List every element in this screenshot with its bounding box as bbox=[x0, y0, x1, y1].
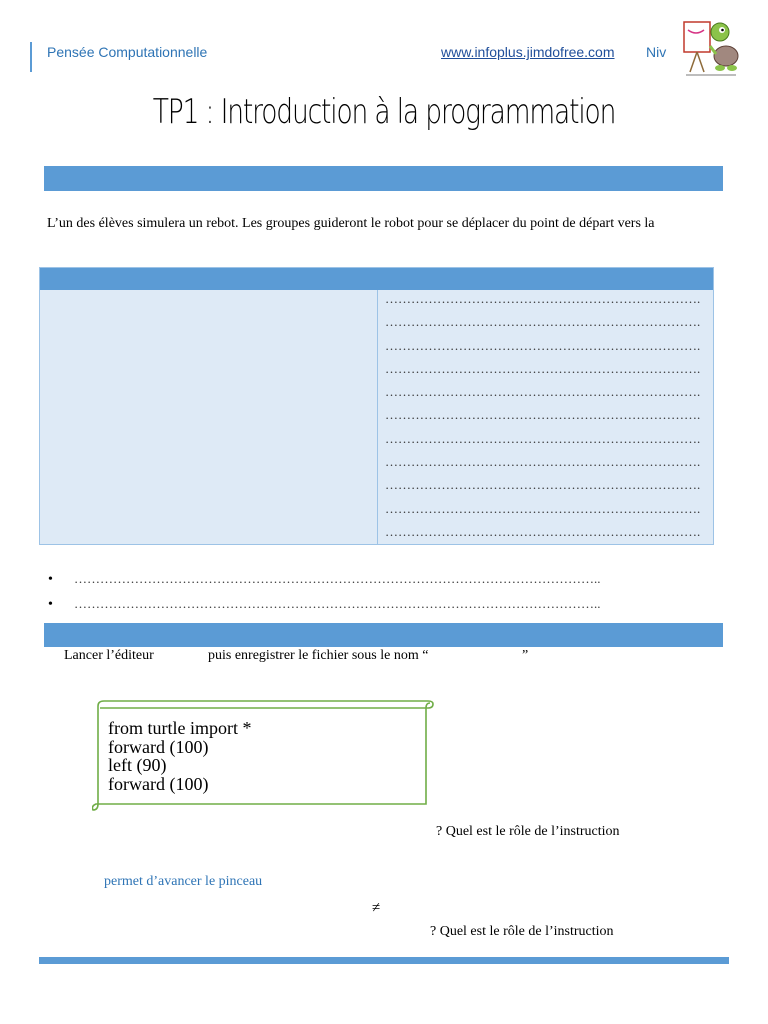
turtle-painter-logo-icon bbox=[676, 14, 746, 78]
not-equal-symbol: ≠ bbox=[372, 900, 381, 916]
question-1: ? Quel est le rôle de l’instruction bbox=[436, 824, 620, 839]
launch-instruction-middle: puis enregistrer le fichier sous le nom “ bbox=[208, 648, 429, 663]
answer-dotted-lines bbox=[385, 292, 705, 548]
code-line: forward (100) bbox=[108, 773, 209, 794]
dotted-line[interactable]: ………………………………………………………………. bbox=[385, 292, 701, 306]
list-item bbox=[48, 571, 601, 596]
header-level: Niv bbox=[646, 44, 667, 60]
question-2: ? Quel est le rôle de l’instruction bbox=[430, 924, 614, 939]
dotted-line[interactable]: ………………………………………………………………. bbox=[385, 478, 701, 493]
table-column-divider bbox=[377, 290, 378, 544]
dotted-line[interactable]: ………………………………………………………………. bbox=[385, 408, 701, 423]
dotted-line[interactable]: ………………………………………………………………. bbox=[385, 431, 701, 446]
table-header-bar bbox=[40, 268, 713, 290]
header-website-link[interactable]: www.infoplus.jimdofree.com bbox=[441, 44, 615, 60]
dotted-line[interactable]: ………………………………………………………………. bbox=[385, 361, 701, 376]
code-line: left (90) bbox=[108, 755, 167, 775]
dotted-line[interactable]: ………………………………………………………………. bbox=[385, 524, 701, 539]
footer-band bbox=[39, 957, 729, 964]
dotted-line[interactable]: ………………………………………………………………. bbox=[385, 315, 701, 330]
launch-instruction-start: Lancer l’éditeur bbox=[64, 648, 154, 663]
code-line: forward (100) bbox=[108, 736, 209, 757]
bullet-dotted-line[interactable]: ………………………………………………………………………………………………………….. bbox=[74, 596, 601, 611]
header-divider bbox=[30, 42, 32, 72]
code-line: from turtle import * bbox=[108, 718, 252, 738]
bullet-marker: • bbox=[48, 597, 53, 612]
answer-table bbox=[39, 267, 714, 545]
bullet-list bbox=[48, 571, 601, 621]
page-title: TP1 : Introduction à la programmation bbox=[152, 92, 616, 132]
launch-instruction-end: ” bbox=[522, 648, 529, 663]
bullet-marker: • bbox=[48, 572, 53, 587]
section-band-1 bbox=[44, 166, 723, 191]
intro-paragraph: L’un des élèves simulera un rebot. Les groupes guideront le robot pour se déplacer du point de départ vers la bbox=[47, 216, 655, 231]
code-block bbox=[108, 719, 251, 793]
dotted-line[interactable]: ………………………………………………………………. bbox=[385, 338, 701, 353]
section-band-2 bbox=[44, 623, 723, 647]
dotted-line[interactable]: ………………………………………………………………. bbox=[385, 385, 701, 400]
bullet-dotted-line[interactable]: ………………………………………………………………………………………………………….. bbox=[74, 571, 601, 586]
list-item bbox=[48, 596, 601, 621]
answer-1: permet d’avancer le pinceau bbox=[104, 874, 263, 889]
dotted-line[interactable]: ………………………………………………………………. bbox=[385, 501, 701, 516]
header-subject: Pensée Computationnelle bbox=[47, 44, 208, 60]
dotted-line[interactable]: ………………………………………………………………. bbox=[385, 455, 701, 470]
